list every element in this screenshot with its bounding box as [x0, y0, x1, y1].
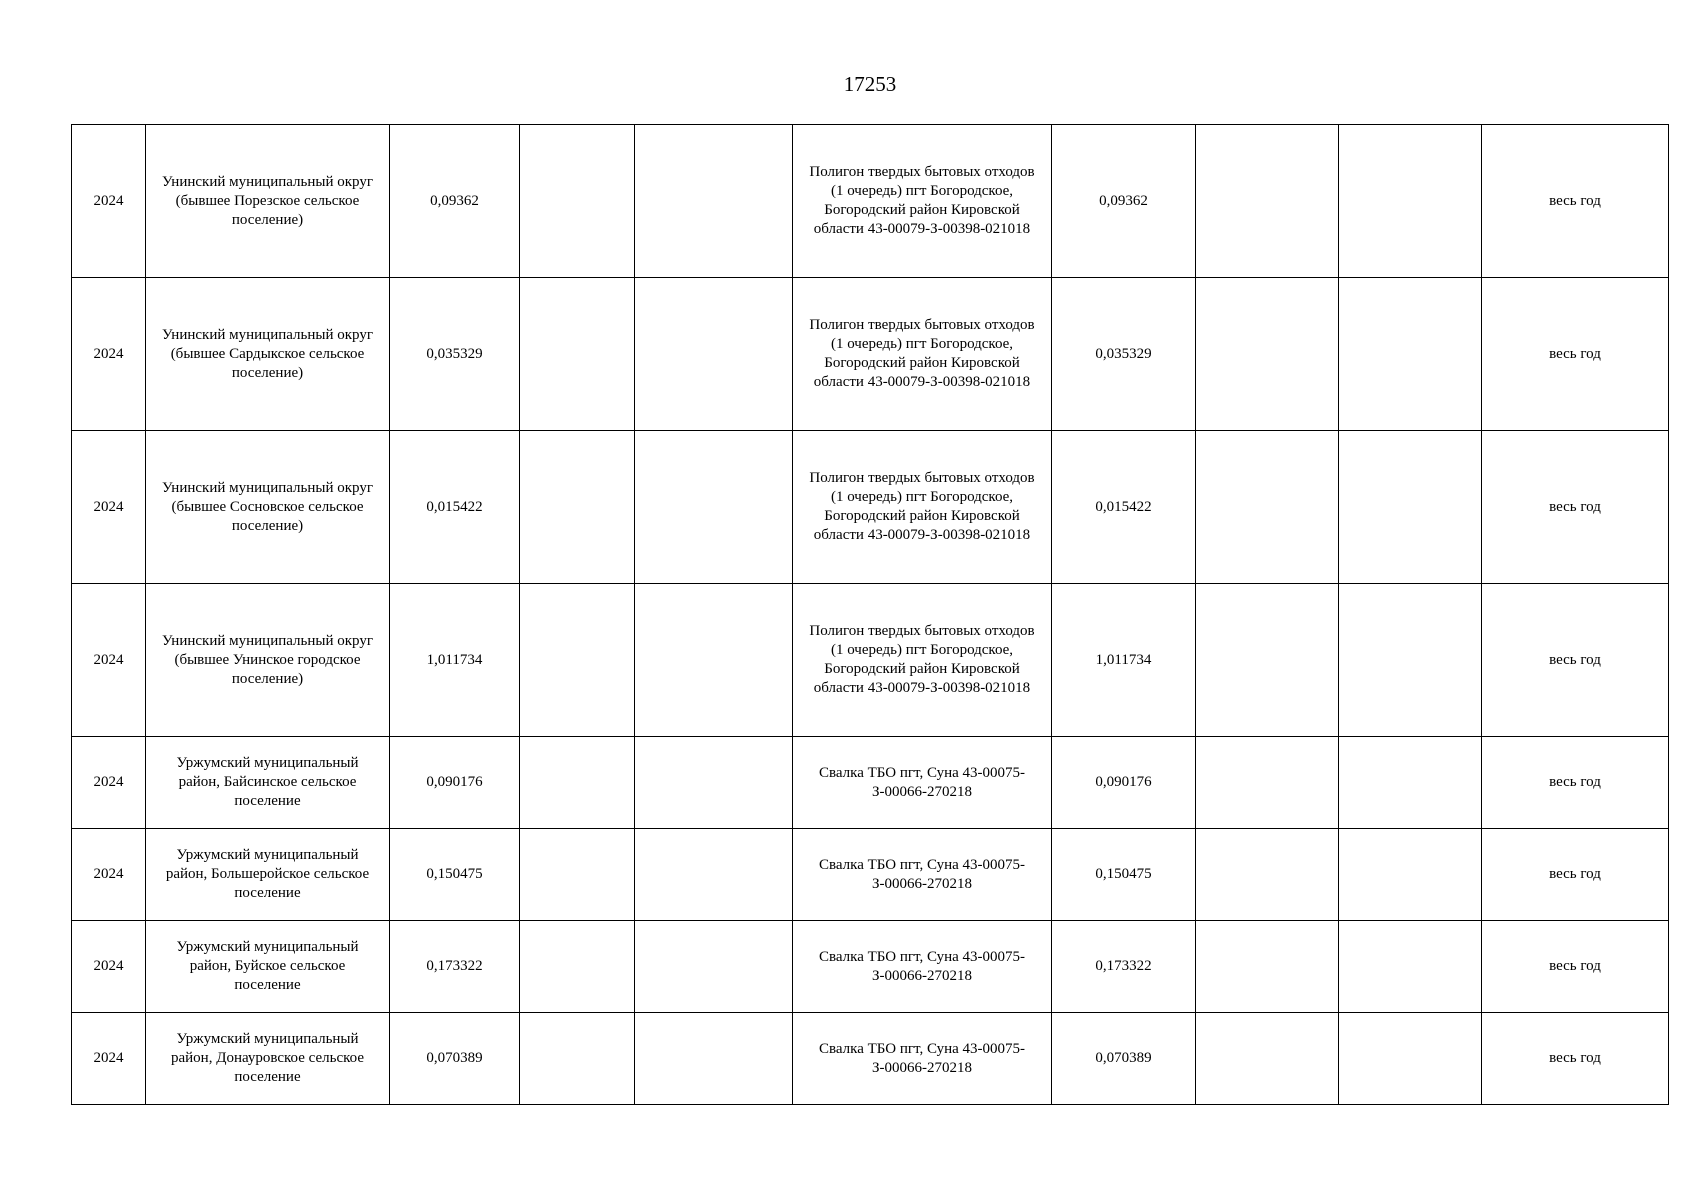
- year-cell: 2024: [72, 125, 146, 278]
- empty-cell: [1339, 125, 1482, 278]
- empty-cell: [635, 921, 793, 1013]
- empty-cell: [1339, 584, 1482, 737]
- territory-cell: Унинский муниципальный округ (бывшее Порезское сельское поселение): [146, 125, 390, 278]
- empty-cell: [1339, 431, 1482, 584]
- facility-cell: Полигон твердых бытовых отходов (1 очередь) пгт Богородское, Богородский район Кировской области 43-00079-З-00398-021018: [793, 125, 1052, 278]
- table-row: [72, 584, 1669, 737]
- empty-cell: [635, 125, 793, 278]
- empty-cell: [520, 737, 635, 829]
- year-cell: 2024: [72, 921, 146, 1013]
- period-cell: весь год: [1482, 431, 1669, 584]
- table-row: [72, 737, 1669, 829]
- period-cell: весь год: [1482, 829, 1669, 921]
- year-cell: 2024: [72, 431, 146, 584]
- facility-volume-cell: 0,015422: [1052, 431, 1196, 584]
- empty-cell: [520, 584, 635, 737]
- facility-cell: Свалка ТБО пгт, Суна 43-00075-З-00066-270218: [793, 1013, 1052, 1105]
- year-cell: 2024: [72, 1013, 146, 1105]
- waste-table: [71, 124, 1669, 1105]
- volume-cell: 0,090176: [390, 737, 520, 829]
- empty-cell: [635, 737, 793, 829]
- period-cell: весь год: [1482, 278, 1669, 431]
- year-cell: 2024: [72, 278, 146, 431]
- table-row: [72, 431, 1669, 584]
- empty-cell: [520, 278, 635, 431]
- territory-cell: Унинский муниципальный округ (бывшее Унинское городское поселение): [146, 584, 390, 737]
- territory-cell: Уржумский муниципальный район, Буйское сельское поселение: [146, 921, 390, 1013]
- empty-cell: [635, 1013, 793, 1105]
- facility-cell: Полигон твердых бытовых отходов (1 очередь) пгт Богородское, Богородский район Кировской области 43-00079-З-00398-021018: [793, 584, 1052, 737]
- table-row: [72, 921, 1669, 1013]
- volume-cell: 1,011734: [390, 584, 520, 737]
- year-cell: 2024: [72, 584, 146, 737]
- territory-cell: Уржумский муниципальный район, Донауровское сельское поселение: [146, 1013, 390, 1105]
- facility-cell: Свалка ТБО пгт, Суна 43-00075-З-00066-270218: [793, 921, 1052, 1013]
- empty-cell: [1196, 125, 1339, 278]
- empty-cell: [520, 1013, 635, 1105]
- empty-cell: [1196, 278, 1339, 431]
- period-cell: весь год: [1482, 921, 1669, 1013]
- year-cell: 2024: [72, 737, 146, 829]
- facility-volume-cell: 1,011734: [1052, 584, 1196, 737]
- table-row: [72, 278, 1669, 431]
- empty-cell: [1196, 1013, 1339, 1105]
- territory-cell: Уржумский муниципальный район, Байсинское сельское поселение: [146, 737, 390, 829]
- table-row: [72, 1013, 1669, 1105]
- period-cell: весь год: [1482, 737, 1669, 829]
- facility-volume-cell: 0,070389: [1052, 1013, 1196, 1105]
- facility-volume-cell: 0,090176: [1052, 737, 1196, 829]
- volume-cell: 0,173322: [390, 921, 520, 1013]
- volume-cell: 0,070389: [390, 1013, 520, 1105]
- empty-cell: [635, 431, 793, 584]
- facility-volume-cell: 0,150475: [1052, 829, 1196, 921]
- empty-cell: [1196, 921, 1339, 1013]
- period-cell: весь год: [1482, 584, 1669, 737]
- empty-cell: [635, 829, 793, 921]
- facility-cell: Полигон твердых бытовых отходов (1 очередь) пгт Богородское, Богородский район Кировской области 43-00079-З-00398-021018: [793, 431, 1052, 584]
- table-row: [72, 125, 1669, 278]
- territory-cell: Уржумский муниципальный район, Большеройское сельское поселение: [146, 829, 390, 921]
- empty-cell: [1196, 584, 1339, 737]
- empty-cell: [520, 829, 635, 921]
- empty-cell: [1339, 278, 1482, 431]
- facility-cell: Свалка ТБО пгт, Суна 43-00075-З-00066-270218: [793, 737, 1052, 829]
- empty-cell: [1196, 829, 1339, 921]
- page-number: 17253: [843, 72, 897, 96]
- facility-volume-cell: 0,09362: [1052, 125, 1196, 278]
- empty-cell: [1339, 1013, 1482, 1105]
- empty-cell: [1196, 431, 1339, 584]
- volume-cell: 0,09362: [390, 125, 520, 278]
- facility-cell: Свалка ТБО пгт, Суна 43-00075-З-00066-270218: [793, 829, 1052, 921]
- facility-volume-cell: 0,035329: [1052, 278, 1196, 431]
- facility-volume-cell: 0,173322: [1052, 921, 1196, 1013]
- empty-cell: [1339, 829, 1482, 921]
- table-row: [72, 829, 1669, 921]
- period-cell: весь год: [1482, 125, 1669, 278]
- empty-cell: [1339, 921, 1482, 1013]
- empty-cell: [635, 278, 793, 431]
- volume-cell: 0,035329: [390, 278, 520, 431]
- volume-cell: 0,015422: [390, 431, 520, 584]
- empty-cell: [520, 921, 635, 1013]
- empty-cell: [635, 584, 793, 737]
- facility-cell: Полигон твердых бытовых отходов (1 очередь) пгт Богородское, Богородский район Кировской области 43-00079-З-00398-021018: [793, 278, 1052, 431]
- empty-cell: [1196, 737, 1339, 829]
- volume-cell: 0,150475: [390, 829, 520, 921]
- empty-cell: [520, 125, 635, 278]
- empty-cell: [520, 431, 635, 584]
- period-cell: весь год: [1482, 1013, 1669, 1105]
- year-cell: 2024: [72, 829, 146, 921]
- empty-cell: [1339, 737, 1482, 829]
- territory-cell: Унинский муниципальный округ (бывшее Сардыкское сельское поселение): [146, 278, 390, 431]
- territory-cell: Унинский муниципальный округ (бывшее Сосновское сельское поселение): [146, 431, 390, 584]
